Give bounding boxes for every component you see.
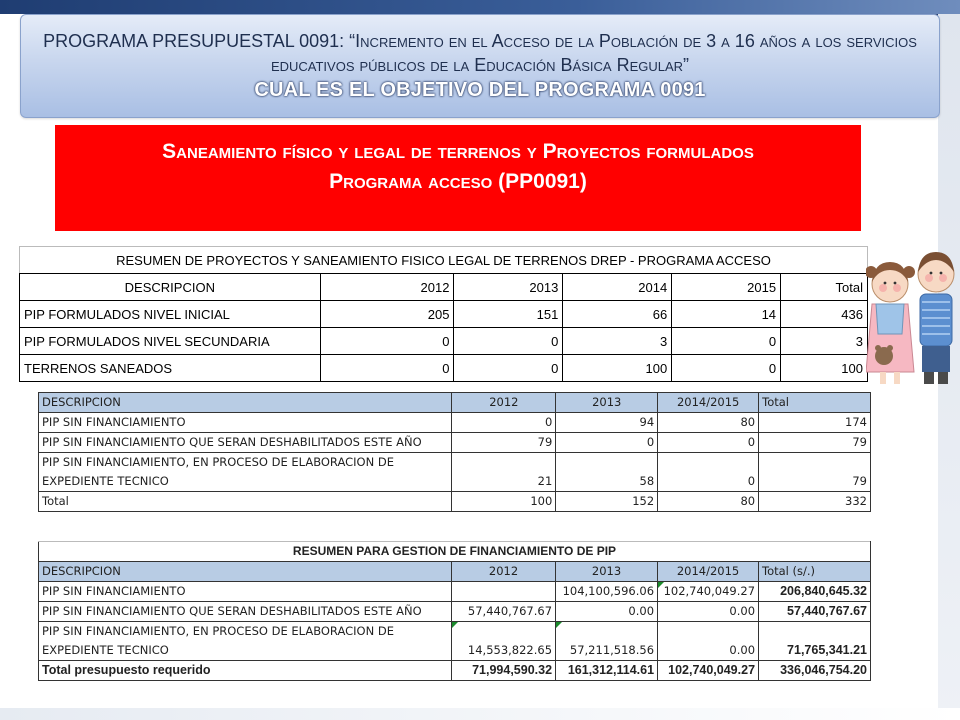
cell: 0 bbox=[556, 433, 658, 453]
cell: 0.00 bbox=[658, 602, 759, 622]
cell: 0 bbox=[452, 413, 556, 433]
cell: 206,840,645.32 bbox=[759, 582, 871, 602]
table-row bbox=[39, 622, 871, 661]
cell: 71,765,341.21 bbox=[759, 622, 871, 661]
cell: 152 bbox=[556, 492, 658, 512]
banner-line-1: Saneamiento físico y legal de terrenos y Proyectos formulados bbox=[162, 140, 754, 163]
summary-table bbox=[19, 246, 868, 382]
col-header: 2012 bbox=[452, 393, 556, 413]
slide-title-box bbox=[20, 14, 940, 118]
children-illustration-icon bbox=[866, 244, 960, 388]
cell: PIP SIN FINANCIAMIENTO bbox=[39, 413, 452, 433]
cell: 0 bbox=[658, 433, 759, 453]
col-header: 2014/2015 bbox=[658, 562, 759, 582]
col-header: 2013 bbox=[454, 274, 563, 301]
cell: 21 bbox=[452, 453, 556, 492]
cell: 102,740,049.27 bbox=[658, 661, 759, 681]
banner-line-2: Programa acceso (PP0091) bbox=[329, 170, 587, 193]
pip-count-table bbox=[38, 392, 871, 512]
cell: 3 bbox=[781, 328, 868, 355]
cell: 71,994,590.32 bbox=[452, 661, 556, 681]
cell: 151 bbox=[454, 301, 563, 328]
cell: 174 bbox=[759, 413, 871, 433]
col-header: 2012 bbox=[320, 274, 454, 301]
objective-subtitle: CUAL ES EL OBJETIVO DEL PROGRAMA 0091 bbox=[254, 79, 706, 101]
cell: 161,312,114.61 bbox=[556, 661, 658, 681]
cell: 0 bbox=[454, 328, 563, 355]
financing-table bbox=[38, 541, 871, 681]
col-header: Total bbox=[759, 393, 871, 413]
cell: 0 bbox=[672, 328, 781, 355]
col-header: 2012 bbox=[452, 562, 556, 582]
col-header: 2015 bbox=[672, 274, 781, 301]
cell: 0.00 bbox=[658, 622, 759, 661]
col-header: 2013 bbox=[556, 393, 658, 413]
red-banner bbox=[55, 125, 861, 231]
table-header-row bbox=[20, 274, 868, 301]
table-total-row bbox=[39, 661, 871, 681]
summary-table-caption: RESUMEN DE PROYECTOS Y SANEAMIENTO FISICO LEGAL DE TERRENOS DREP - PROGRAMA ACCESO bbox=[20, 247, 868, 274]
cell: 80 bbox=[658, 492, 759, 512]
cell: 104,100,596.06 bbox=[556, 582, 658, 602]
table-header-row bbox=[39, 562, 871, 582]
cell: PIP FORMULADOS NIVEL SECUNDARIA bbox=[20, 328, 321, 355]
cell: 100 bbox=[452, 492, 556, 512]
cell: PIP SIN FINANCIAMIENTO QUE SERAN DESHABILITADOS ESTE AÑO bbox=[39, 602, 452, 622]
table-row bbox=[20, 328, 868, 355]
cell: 57,440,767.67 bbox=[452, 602, 556, 622]
top-decor-bar bbox=[0, 0, 960, 14]
cell: 0 bbox=[320, 328, 454, 355]
cell: PIP SIN FINANCIAMIENTO QUE SERAN DESHABILITADOS ESTE AÑO bbox=[39, 433, 452, 453]
cell: 79 bbox=[759, 453, 871, 492]
bottom-decor-strip bbox=[0, 708, 960, 720]
table-row bbox=[20, 301, 868, 328]
cell: PIP SIN FINANCIAMIENTO, EN PROCESO DE ELABORACION DE EXPEDIENTE TECNICO bbox=[39, 622, 452, 661]
cell: 80 bbox=[658, 413, 759, 433]
cell: 14 bbox=[672, 301, 781, 328]
cell: PIP SIN FINANCIAMIENTO bbox=[39, 582, 452, 602]
table-header-row bbox=[39, 393, 871, 413]
col-header: 2014/2015 bbox=[658, 393, 759, 413]
table-row bbox=[39, 582, 871, 602]
col-header: 2013 bbox=[556, 562, 658, 582]
cell: TERRENOS SANEADOS bbox=[20, 355, 321, 382]
cell: 57,211,518.56 bbox=[556, 622, 658, 661]
cell: 0 bbox=[320, 355, 454, 382]
cell: 14,553,822.65 bbox=[452, 622, 556, 661]
cell: 0 bbox=[672, 355, 781, 382]
cell: PIP FORMULADOS NIVEL INICIAL bbox=[20, 301, 321, 328]
cell: 58 bbox=[556, 453, 658, 492]
cell: 79 bbox=[452, 433, 556, 453]
cell: 102,740,049.27 bbox=[658, 582, 759, 602]
cell: PIP SIN FINANCIAMIENTO, EN PROCESO DE ELABORACION DE EXPEDIENTE TECNICO bbox=[39, 453, 452, 492]
table-row bbox=[20, 355, 868, 382]
financing-table-caption: RESUMEN PARA GESTION DE FINANCIAMIENTO DE PIP bbox=[39, 542, 871, 562]
cell: 332 bbox=[759, 492, 871, 512]
col-header: DESCRIPCION bbox=[39, 562, 452, 582]
table-row bbox=[39, 453, 871, 492]
table-row bbox=[39, 602, 871, 622]
col-header: Total (s/.) bbox=[759, 562, 871, 582]
cell: 436 bbox=[781, 301, 868, 328]
table-total-row bbox=[39, 492, 871, 512]
col-header: Total bbox=[781, 274, 868, 301]
cell: 0 bbox=[658, 453, 759, 492]
col-header: 2014 bbox=[563, 274, 672, 301]
cell: 3 bbox=[563, 328, 672, 355]
col-header: DESCRIPCION bbox=[20, 274, 321, 301]
cell: 79 bbox=[759, 433, 871, 453]
cell: 100 bbox=[781, 355, 868, 382]
cell: 0.00 bbox=[556, 602, 658, 622]
cell: 100 bbox=[563, 355, 672, 382]
program-title: PROGRAMA PRESUPUESTAL 0091: “Incremento en el Acceso de la Población de 3 a 16 años a los servicios educativos públicos de la Educación Básica Regular” bbox=[43, 31, 917, 75]
cell: 66 bbox=[563, 301, 672, 328]
cell bbox=[452, 582, 556, 602]
cell: 336,046,754.20 bbox=[759, 661, 871, 681]
cell: Total bbox=[39, 492, 452, 512]
table-row bbox=[39, 433, 871, 453]
cell: 0 bbox=[454, 355, 563, 382]
cell: 205 bbox=[320, 301, 454, 328]
col-header: DESCRIPCION bbox=[39, 393, 452, 413]
table-row bbox=[39, 413, 871, 433]
cell: Total presupuesto requerido bbox=[39, 661, 452, 681]
cell: 57,440,767.67 bbox=[759, 602, 871, 622]
cell: 94 bbox=[556, 413, 658, 433]
